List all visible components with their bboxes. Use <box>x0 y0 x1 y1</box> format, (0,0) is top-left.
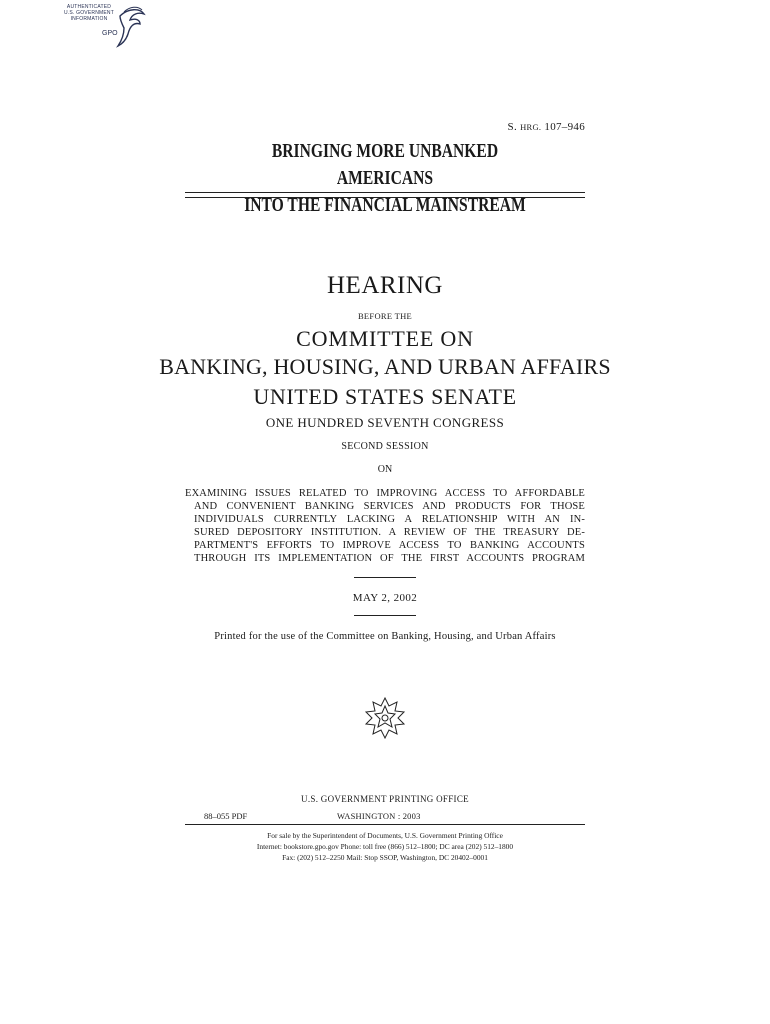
sale-information: For sale by the Superintendent of Documents, U.S. Government Printing Office Internet: bookstore.gpo.gov Phone: toll free (866) 512–1800; DC area (202) 512–1800 Fax: (202) 512–2250 Mail: Stop SSOP, Washington, DC 20402–0001 <box>256 831 514 862</box>
senate-heading: UNITED STATES SENATE <box>253 384 517 409</box>
congress-label: ONE HUNDRED SEVENTH CONGRESS <box>265 415 505 430</box>
hearing-subject <box>185 487 585 565</box>
divider-rule <box>354 615 416 616</box>
on-label: ON <box>377 464 393 475</box>
seal-text: AUTHENTICATED U.S. GOVERNMENT INFORMATION <box>64 4 114 22</box>
printing-office-label: U.S. GOVERNMENT PRINTING OFFICE <box>301 794 469 804</box>
gpo-authentication-seal <box>58 4 150 48</box>
gpo-emblem-icon <box>363 696 407 740</box>
footer-rule <box>185 824 585 825</box>
printed-for-note: Printed for the use of the Committee on Banking, Housing, and Urban Affairs <box>214 631 556 642</box>
subject-line: SURED DEPOSITORY INSTITUTION. A REVIEW OF THE TREASURY DE- <box>194 527 585 538</box>
committee-name: BANKING, HOUSING, AND URBAN AFFAIRS <box>159 354 611 379</box>
document-title: BRINGING MORE UNBANKED AMERICANS INTO THE FINANCIAL MAINSTREAM <box>244 140 526 216</box>
session-label: SECOND SESSION <box>341 441 429 452</box>
title-double-rule <box>185 192 585 198</box>
subject-line: PARTMENT'S EFFORTS TO IMPROVE ACCESS TO BANKING ACCOUNTS <box>194 540 585 551</box>
publication-place-year: WASHINGTON : 2003 <box>337 811 421 821</box>
before-the-label: BEFORE THE <box>357 311 413 321</box>
hearing-number: S. HRG. 107–946 <box>507 121 585 133</box>
subject-line: THROUGH ITS IMPLEMENTATION OF THE FIRST ACCOUNTS PROGRAM <box>194 553 585 564</box>
hearing-date: MAY 2, 2002 <box>352 592 418 604</box>
divider-rule <box>354 577 416 578</box>
subject-line: INDIVIDUALS CURRENTLY LACKING A RELATIONSHIP WITH AN IN- <box>194 514 585 525</box>
committee-on-heading: COMMITTEE ON <box>296 326 474 351</box>
pdf-identifier: 88–055 PDF <box>204 811 248 821</box>
hearing-heading: HEARING <box>327 272 443 299</box>
subject-line: AND CONVENIENT BANKING SERVICES AND PRODUCTS FOR THOSE <box>194 501 585 512</box>
eagle-icon <box>114 6 146 48</box>
seal-gpo-text: GPO <box>102 30 118 37</box>
subject-line: EXAMINING ISSUES RELATED TO IMPROVING ACCESS TO AFFORDABLE <box>185 488 585 499</box>
